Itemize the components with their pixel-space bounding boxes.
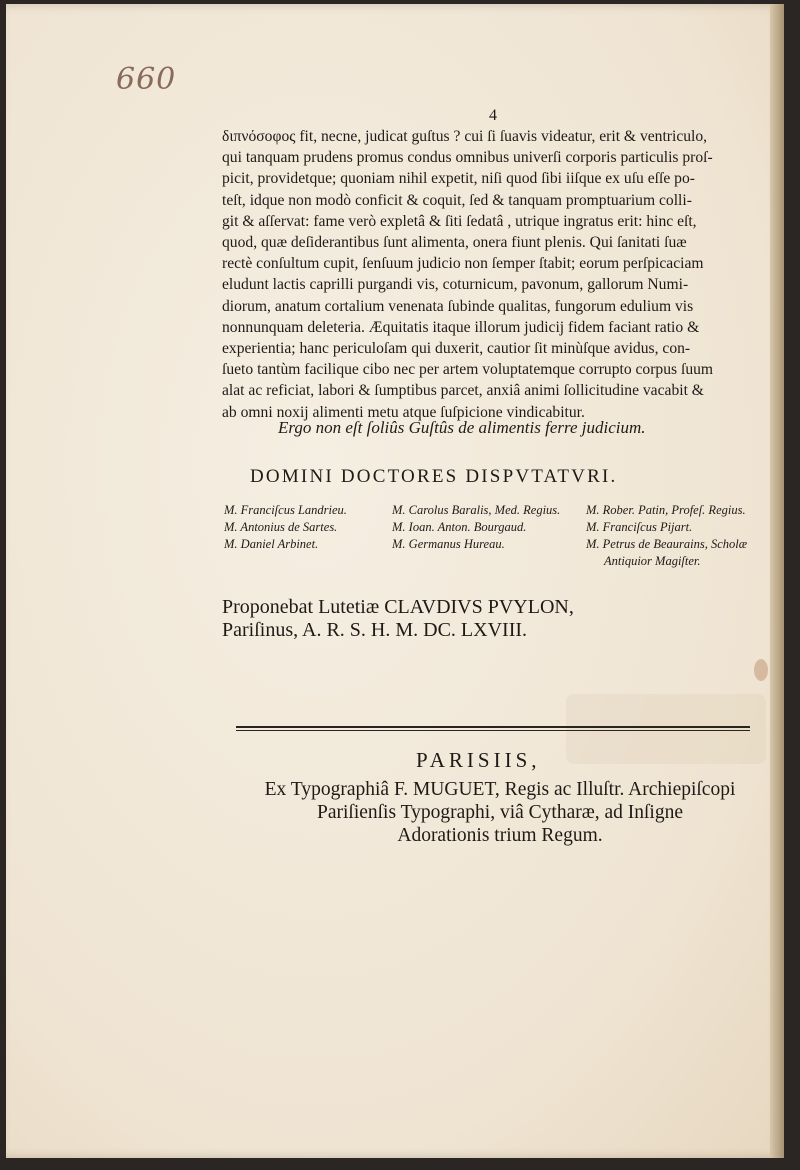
printer-imprint bbox=[220, 778, 780, 847]
doctor-name: M. Franciſcus Landrieu. bbox=[224, 503, 347, 517]
body-line: experientia; hanc periculoſam qui duxerit, cautior ſit minùſque avidus, con- bbox=[222, 340, 691, 358]
page-spine-shadow bbox=[770, 4, 784, 1158]
body-line: rectè conſultum cupit, ſenſuum judicio non ſemper ſtabit; eorum perſpicaciam bbox=[222, 255, 704, 273]
thesis-body bbox=[222, 126, 762, 423]
imprint-line: Adorationis trium Regum. bbox=[397, 825, 603, 846]
imprint-line: Pariſienſis Typographi, viâ Cytharæ, ad Inſigne bbox=[316, 802, 683, 823]
handwritten-folio-number: 660 bbox=[116, 62, 177, 97]
body-line: git & aſſervat: fame verò expletâ & ſiti ſedatâ , utrique ingratus erit: hinc eſt, bbox=[222, 212, 697, 230]
body-line: διπνόσοφος fit, necne, judicat guſtus ? cui ſi ſuavis videatur, erit & ventriculo, bbox=[222, 128, 708, 145]
body-line: nonnunquam deleteria. Æquitatis itaque illorum judicij fidem faciant ratio & bbox=[222, 318, 700, 336]
doctors-column-2 bbox=[392, 502, 560, 553]
doctor-name: M. Petrus de Beaurains, Scholæ bbox=[586, 537, 748, 551]
proponent-line: Pariſinus, A. R. S. H. M. DC. LXVIII. bbox=[222, 619, 528, 641]
body-line: qui tanquam prudens promus condus omnibus univerſi corporis particulis proſ- bbox=[222, 149, 713, 167]
doctor-name: M. Carolus Baralis, Med. Regius. bbox=[392, 503, 561, 517]
thesis-conclusion: Ergo non eſt ſoliûs Guſtûs de alimentis ferre judicium. bbox=[278, 418, 646, 437]
doctors-column-1 bbox=[224, 502, 347, 553]
body-line: eludunt lactis caprilli purgandi vis, coturnicum, pavonum, gallorum Numi- bbox=[222, 276, 689, 294]
body-line: diorum, anatum cortalium venenata ſubinde qualitas, fungorum edulium vis bbox=[222, 297, 694, 315]
body-line: ſueto tantùm facilique cibo nec per artem voluptatemque corrupto corpus ſuum bbox=[222, 361, 714, 379]
body-line: ab omni noxij alimenti metu atque ſuſpicione vindicabitur. bbox=[222, 403, 585, 421]
divider-rule-thin bbox=[236, 730, 750, 731]
imprint-city: PARISIIS, bbox=[416, 748, 541, 772]
page-number: 4 bbox=[489, 107, 497, 124]
proponent-block bbox=[222, 596, 762, 642]
doctors-column-3 bbox=[586, 502, 747, 570]
proponent-line: Proponebat Lutetiæ CLAVDIVS PVYLON, bbox=[222, 596, 574, 618]
paper-stain bbox=[754, 659, 768, 681]
imprint-line: Ex Typographiâ F. MUGUET, Regis ac Illuſtr. Archiepiſcopi bbox=[264, 779, 736, 800]
ink-bleed-through bbox=[566, 694, 766, 764]
doctor-name: M. Antonius de Sartes. bbox=[224, 520, 338, 534]
doctor-name: M. Rober. Patin, Profeſ. Regius. bbox=[586, 503, 746, 517]
doctor-name: M. Ioan. Anton. Bourgaud. bbox=[392, 520, 527, 534]
divider-rule bbox=[236, 726, 750, 728]
doctor-name: M. Daniel Arbinet. bbox=[224, 537, 319, 551]
doctor-title: Antiquior Magiſter. bbox=[604, 554, 701, 568]
body-line: quod, quæ deſiderantibus ſunt alimenta, onera fiunt plenis. Qui ſanitati ſuæ bbox=[222, 234, 687, 252]
body-line: alat ac reficiat, labori & ſumptibus parcet, anxiâ animi ſollicitudine vacabit & bbox=[222, 382, 704, 400]
book-page bbox=[6, 4, 784, 1158]
doctor-name: M. Germanus Hureau. bbox=[392, 537, 505, 551]
disputants-heading: DOMINI DOCTORES DISPVTATVRI. bbox=[250, 466, 618, 487]
body-line: picit, providetque; quoniam nihil expetit, niſi quod ſibi iiſque ex uſu eſſe po- bbox=[222, 170, 695, 188]
body-line: teſt, idque non modò conficit & coquit, ſed & tanquam promptuarium colli- bbox=[222, 191, 692, 209]
doctor-name: M. Franciſcus Pijart. bbox=[586, 520, 693, 534]
